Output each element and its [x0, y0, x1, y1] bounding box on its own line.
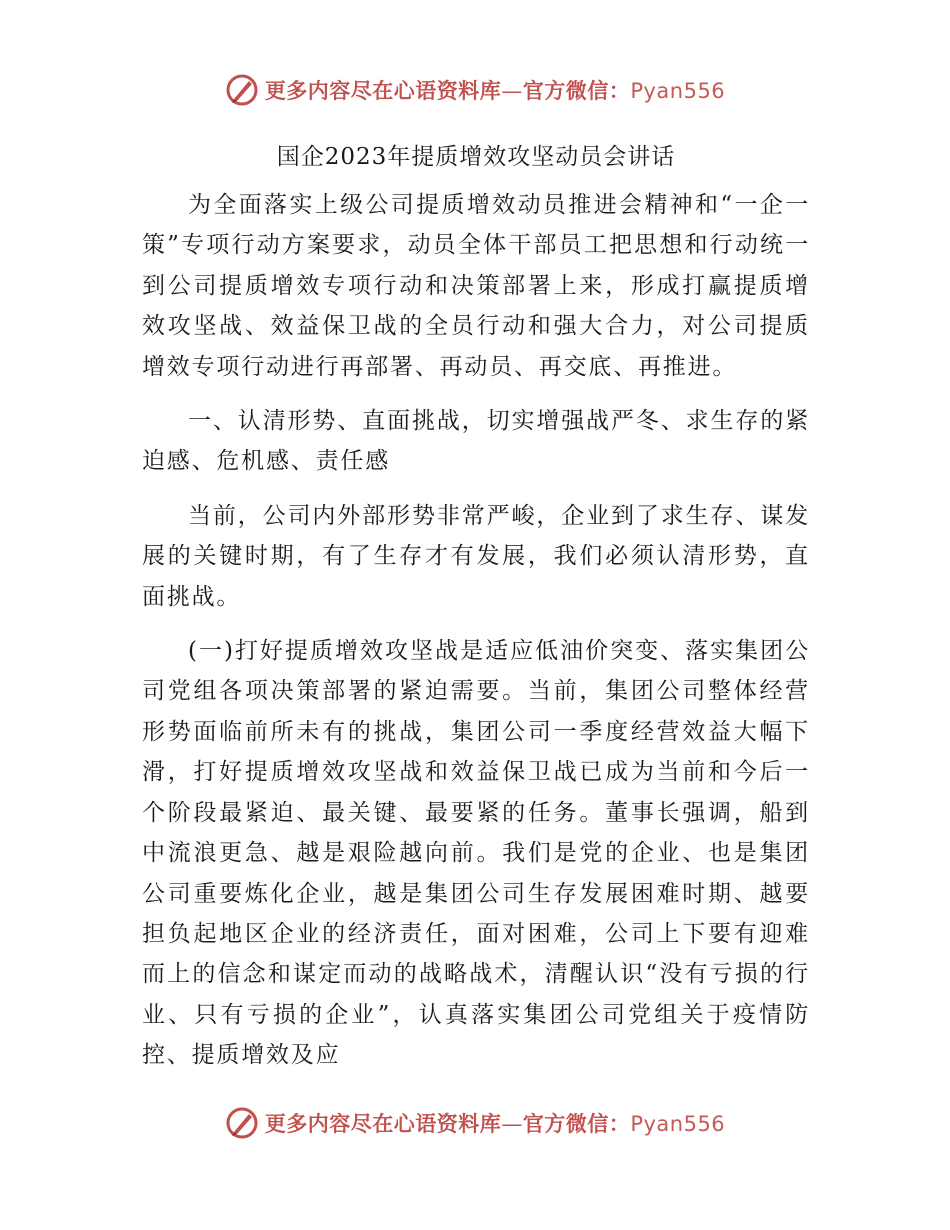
watermark-official: 官方微信：	[522, 79, 631, 103]
watermark-banner-top	[0, 70, 950, 110]
document-body	[142, 137, 810, 1090]
paragraph-situation: 当前，公司内外部形势非常严峻，企业到了求生存、谋发展的关键时期，有了生存才有发展，我们必须认清形势，直面挑战。	[142, 502, 810, 610]
document-title: 国企2023年提质增效攻坚动员会讲话	[276, 144, 676, 170]
watermark-text	[265, 75, 725, 105]
quill-pen-logo-icon	[225, 73, 259, 107]
watermark-text	[265, 1108, 725, 1138]
watermark-separator: —	[501, 79, 523, 103]
paragraph-intro: 为全面落实上级公司提质增效动员推进会精神和“一企一策”专项行动方案要求，动员全体干部员工把思想和行动统一到公司提质增效专项行动和决策部署上来，形成打赢提质增效攻坚战、效益保卫战的全员行动和强大合力，对公司提质增效专项行动进行再部署、再动员、再交底、再推进。	[142, 192, 810, 380]
quill-pen-logo-icon	[225, 1106, 259, 1140]
watermark-account: Pyan556	[630, 79, 726, 103]
watermark-separator: —	[501, 1112, 523, 1136]
watermark-account: Pyan556	[630, 1112, 726, 1136]
section-heading-1: 一、认清形势、直面挑战，切实增强战严冬、求生存的紧迫感、危机感、责任感	[142, 408, 810, 475]
watermark-brand: 更多内容尽在心语资料库	[264, 79, 502, 103]
watermark-banner-bottom	[0, 1103, 950, 1143]
watermark-official: 官方微信：	[522, 1112, 631, 1136]
watermark-brand: 更多内容尽在心语资料库	[264, 1112, 502, 1136]
paragraph-subsection-1: (一)打好提质增效攻坚战是适应低油价突变、落实集团公司党组各项决策部署的紧迫需要。当前，集团公司整体经营形势面临前所未有的挑战，集团公司一季度经营效益大幅下滑，打好提质增效攻坚战和效益保卫战已成为当前和今后一个阶段最紧迫、最关键、最要紧的任务。董事长强调，船到中流浪更急、越是艰险越向前。我们是党的企业、也是集团公司重要炼化企业，越是集团公司生存发展困难时期、越要担负起地区企业的经济责任，面对困难，公司上下要有迎难而上的信念和谋定而动的战略战术，清醒认识“没有亏损的行业、只有亏损的企业”，认真落实集团公司党组关于疫情防控、提质增效及应	[142, 638, 810, 1069]
